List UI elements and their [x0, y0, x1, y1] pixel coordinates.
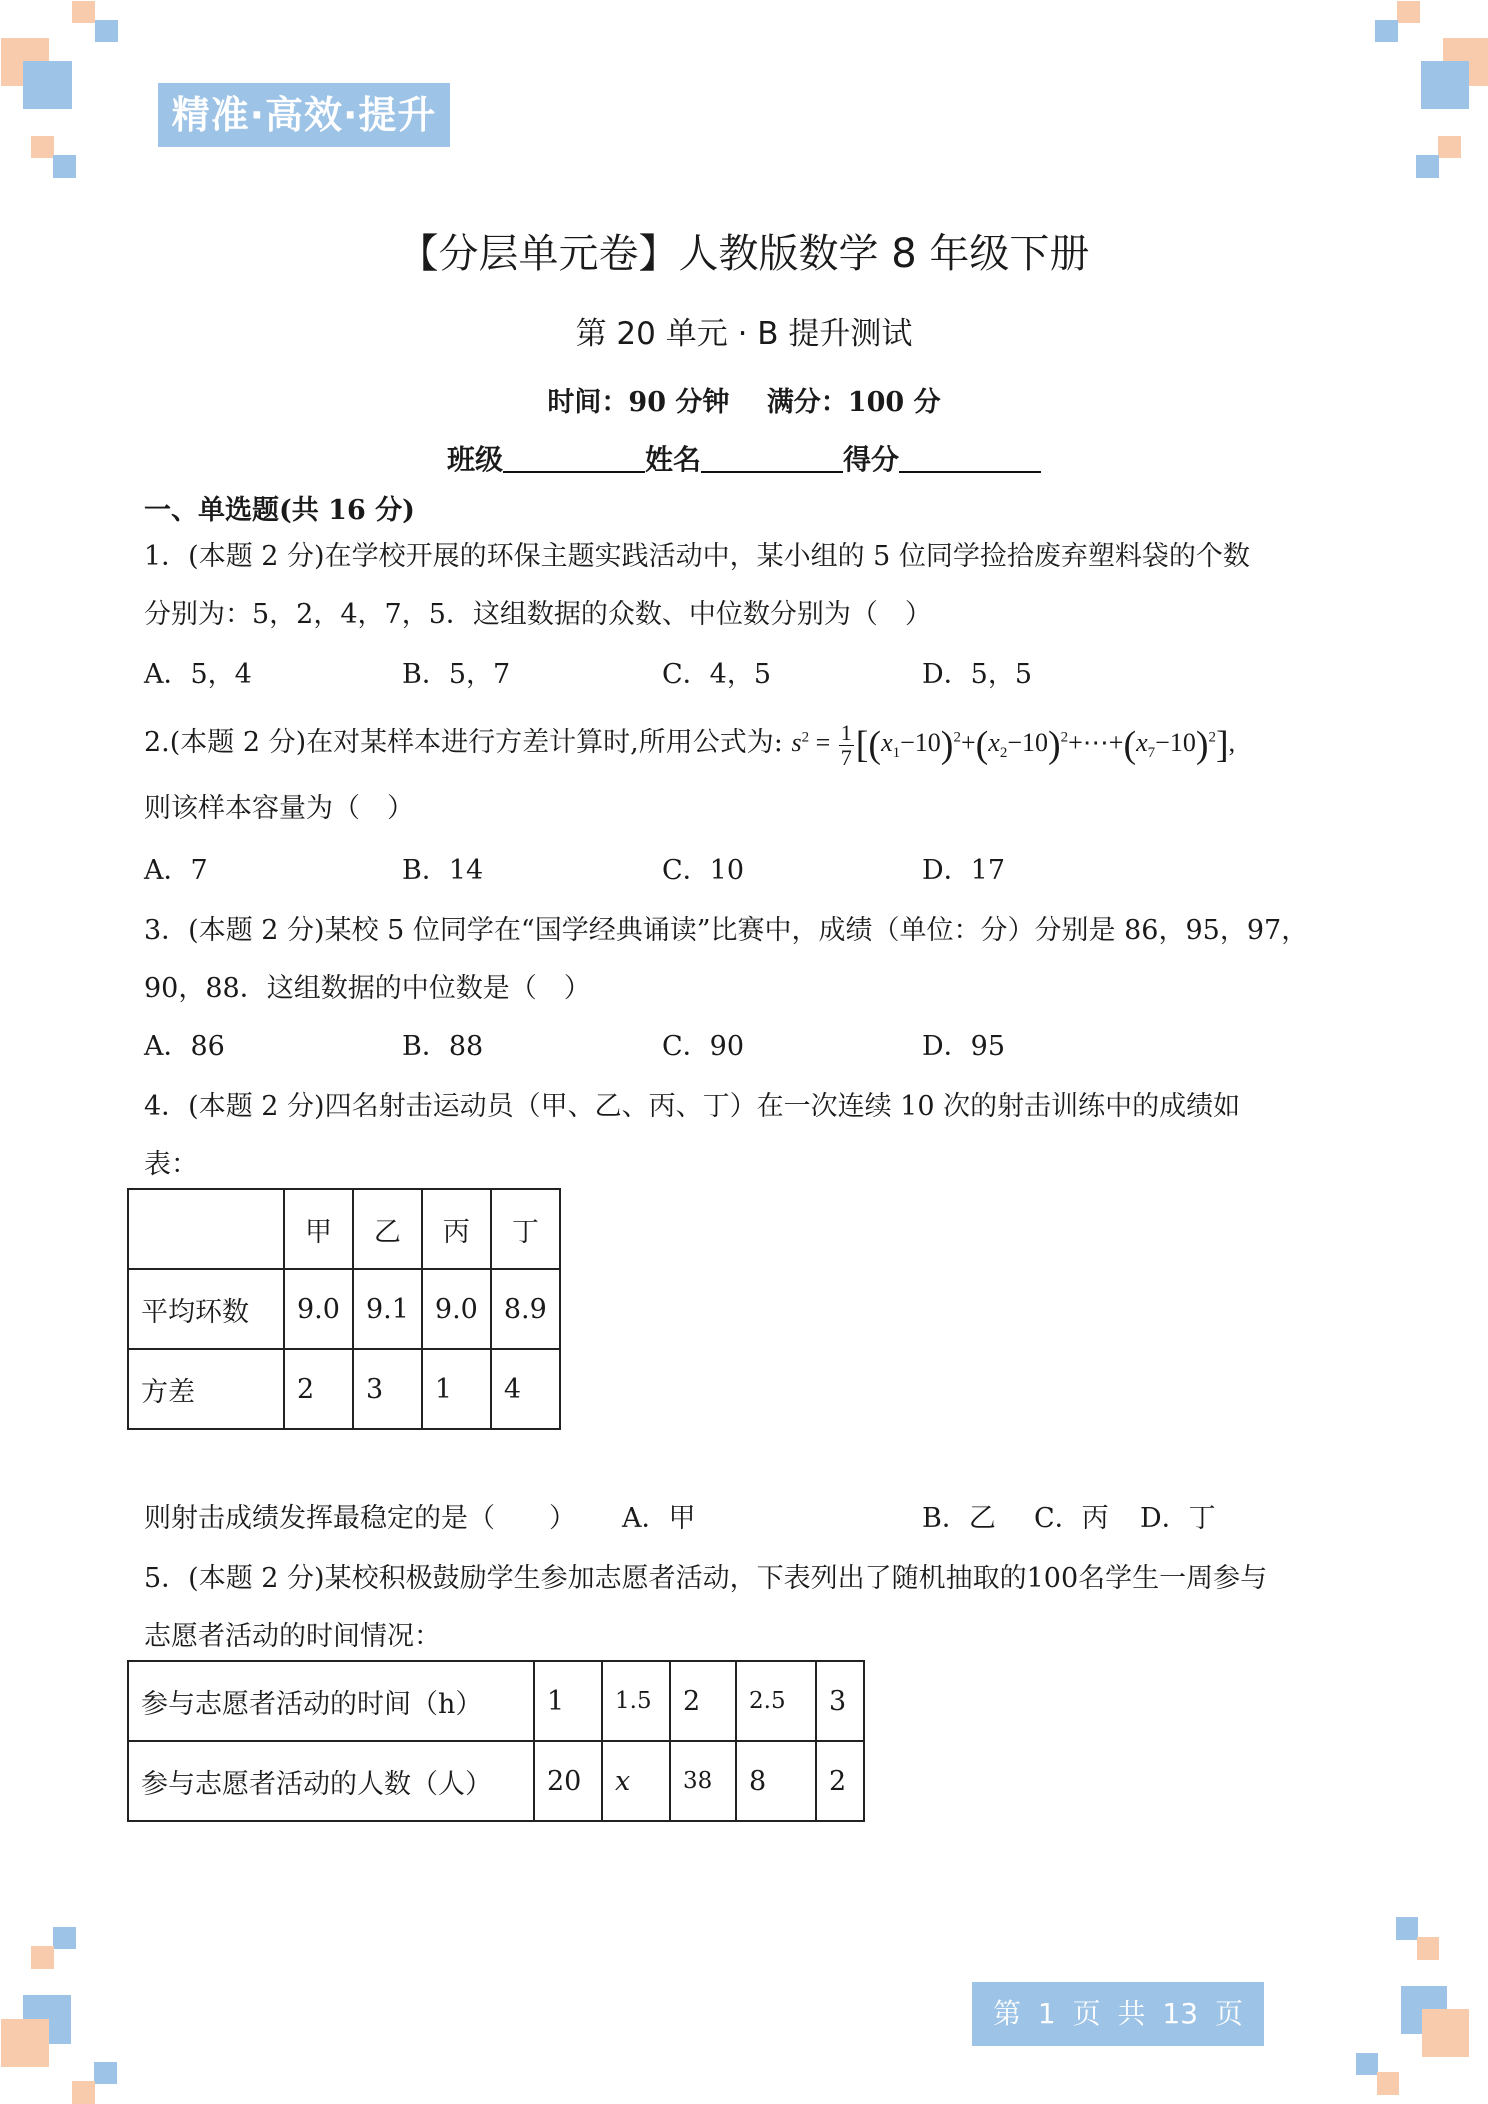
- decor-square: [1397, 1, 1420, 23]
- q3-option-b[interactable]: B．88: [402, 1031, 484, 1062]
- question-1-line-1: 1．(本题 2 分)在学校开展的环保主题实践活动中，某小组的 5 位同学捡拾废弃塑料袋的个数: [144, 541, 1250, 572]
- q2-option-d[interactable]: D．17: [922, 855, 1006, 886]
- decor-square: [72, 1, 95, 23]
- formula-s: s: [791, 728, 802, 757]
- formula-x: x: [988, 728, 1000, 757]
- formula-sub: 2: [999, 745, 1008, 762]
- q3-option-c[interactable]: C．90: [662, 1031, 745, 1062]
- table-cell: 9.0: [284, 1269, 353, 1349]
- score-field[interactable]: [899, 441, 1041, 473]
- table-cell: 3: [816, 1661, 864, 1741]
- score-label: 得分: [843, 443, 900, 476]
- q2-option-a[interactable]: A．7: [144, 855, 208, 886]
- decor-square: [94, 2062, 117, 2084]
- table-cell: 2.5: [736, 1661, 816, 1741]
- decor-square: [31, 136, 54, 158]
- table-cell: 20: [534, 1741, 602, 1821]
- q1-option-d[interactable]: D．5，5: [922, 659, 1033, 690]
- formula-sub: 1: [892, 745, 901, 762]
- q1-option-b[interactable]: B．5，7: [402, 659, 511, 690]
- decor-square: [1375, 20, 1398, 42]
- formula-x: x: [1136, 728, 1148, 757]
- class-label: 班级: [446, 443, 503, 476]
- q3-option-a[interactable]: A．86: [144, 1031, 225, 1062]
- page-number: 第 1 页 共 13 页: [972, 1982, 1264, 2046]
- fraction-denominator: 7: [840, 744, 852, 770]
- question-3-line-1: 3．(本题 2 分)某校 5 位同学在“国学经典诵读”比赛中，成绩（单位：分）分别是 86，95，97，: [144, 915, 1309, 946]
- decor-square: [1377, 2072, 1399, 2095]
- table-cell: 参与志愿者活动的人数（人）: [128, 1741, 534, 1821]
- q4-option-b[interactable]: B．乙: [922, 1503, 996, 1534]
- decor-square: [1438, 136, 1461, 158]
- question-4-stem-after: 则射击成绩发挥最稳定的是（ ）: [144, 1503, 576, 1534]
- table-cell: 38: [670, 1741, 736, 1821]
- formula-fraction: [839, 721, 854, 770]
- table-cell: 8.9: [491, 1269, 560, 1349]
- formula-x: x: [881, 728, 893, 757]
- exam-info: [0, 380, 1488, 419]
- table-row: [128, 1189, 560, 1269]
- table-row: [128, 1661, 864, 1741]
- question-4-line-2: 表：: [144, 1149, 198, 1180]
- table-cell: [128, 1189, 284, 1269]
- shooting-table: [127, 1188, 561, 1430]
- table-cell: 平均环数: [128, 1269, 284, 1349]
- question-5-line-2: 志愿者活动的时间情况：: [144, 1621, 441, 1652]
- table-cell: 1.5: [602, 1661, 670, 1741]
- decor-square: [1416, 155, 1439, 178]
- q1-option-c[interactable]: C．4，5: [662, 659, 772, 690]
- table-cell: x: [602, 1741, 670, 1821]
- decor-square: [53, 155, 76, 178]
- name-label: 姓名: [644, 443, 701, 476]
- page-subtitle: 第 20 单元 · B 提升测试: [575, 316, 913, 352]
- table-row: [128, 1269, 560, 1349]
- page-title: 【分层单元卷】人教版数学 8 年级下册: [398, 231, 1090, 277]
- volunteer-table: [127, 1660, 865, 1822]
- name-field[interactable]: [701, 441, 843, 473]
- table-cell: 1: [422, 1349, 491, 1429]
- table-cell: 乙: [353, 1189, 422, 1269]
- decor-square: [31, 1946, 54, 1969]
- q4-option-d[interactable]: D．丁: [1140, 1503, 1216, 1534]
- table-cell: 2: [670, 1661, 736, 1741]
- brand-banner: 精准·高效·提升: [158, 83, 450, 147]
- question-5-line-1: 5．(本题 2 分)某校积极鼓励学生参加志愿者活动，下表列出了随机抽取的100名学生一周参与: [144, 1563, 1268, 1594]
- table-cell: 8: [736, 1741, 816, 1821]
- table-cell: 丙: [422, 1189, 491, 1269]
- table-cell: 2: [816, 1741, 864, 1821]
- decor-square: [1396, 1917, 1418, 1940]
- class-field[interactable]: [503, 441, 645, 473]
- table-cell: 甲: [284, 1189, 353, 1269]
- table-cell: 3: [353, 1349, 422, 1429]
- question-2-line-1: [144, 720, 1235, 770]
- decor-square: [1422, 2009, 1469, 2057]
- question-2-stem: 2.(本题 2 分)在对某样本进行方差计算时,所用公式为:: [144, 727, 783, 758]
- student-fields: [0, 438, 1488, 478]
- decor-square: [53, 1927, 76, 1949]
- decor-square: [23, 61, 72, 109]
- table-cell: 4: [491, 1349, 560, 1429]
- question-1-line-2: 分别为：5，2，4，7，5．这组数据的众数、中位数分别为（ ）: [144, 599, 932, 630]
- formula-sub: 7: [1147, 745, 1156, 762]
- decor-square: [1421, 61, 1469, 109]
- q4-option-a[interactable]: A．甲: [622, 1503, 696, 1534]
- table-cell: 9.0: [422, 1269, 491, 1349]
- fraction-numerator: 1: [840, 719, 852, 745]
- q4-option-c[interactable]: C．丙: [1034, 1503, 1109, 1534]
- table-cell: 9.1: [353, 1269, 422, 1349]
- section-heading: 一、单选题(共 16 分): [144, 495, 415, 526]
- table-cell: 1: [534, 1661, 602, 1741]
- q1-option-a[interactable]: A．5，4: [144, 659, 252, 690]
- formula-const: 10: [1021, 728, 1048, 757]
- question-2-line-2: 则该样本容量为（ ）: [144, 793, 414, 824]
- q2-option-b[interactable]: B．14: [402, 855, 484, 886]
- formula-const: 10: [914, 728, 941, 757]
- table-cell: 参与志愿者活动的时间（h）: [128, 1661, 534, 1741]
- table-row: [128, 1349, 560, 1429]
- table-cell: 方差: [128, 1349, 284, 1429]
- question-3-line-2: 90，88．这组数据的中位数是（ ）: [144, 973, 591, 1004]
- variance-formula: $s^2$ = $\frac{1}{7}$ $[(x_1-10)^2+(x_2-10)^2+\cdots+(x_7-10)^2]$,: [791, 719, 1236, 770]
- decor-square: [1356, 2053, 1378, 2075]
- decor-square: [1417, 1937, 1439, 1960]
- q2-option-c[interactable]: C．10: [662, 855, 745, 886]
- decor-square: [95, 20, 118, 42]
- q3-option-d[interactable]: D．95: [922, 1031, 1006, 1062]
- decor-square: [1, 2019, 49, 2067]
- table-cell: 丁: [491, 1189, 560, 1269]
- full-score: 满分：100 分: [766, 387, 941, 418]
- table-row: [128, 1741, 864, 1821]
- table-cell: 2: [284, 1349, 353, 1429]
- formula-const: 10: [1169, 728, 1196, 757]
- decor-square: [72, 2081, 95, 2104]
- formula-dots: +⋯+: [1068, 728, 1124, 757]
- question-4-line-1: 4．(本题 2 分)四名射击运动员（甲、乙、丙、丁）在一次连续 10 次的射击训练中的成绩如: [144, 1091, 1241, 1122]
- time-limit: 时间：90 分钟: [547, 387, 730, 418]
